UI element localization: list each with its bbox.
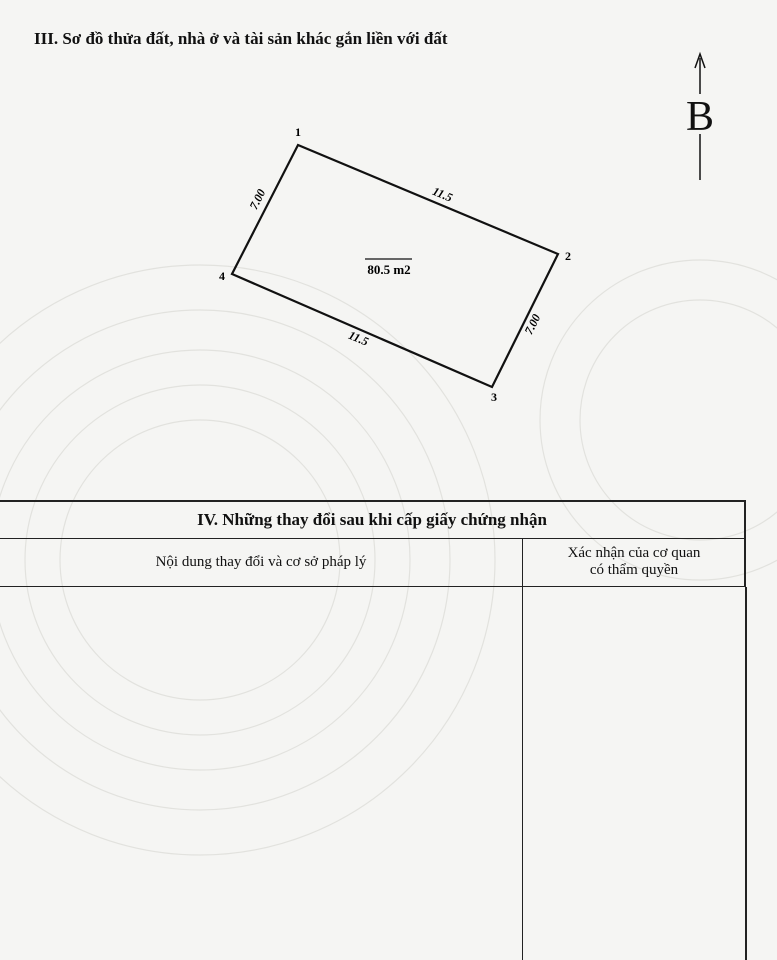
edge-length-bottom: 11.5: [346, 327, 371, 349]
edge-length-left: 7.00: [246, 186, 269, 212]
changes-table-header-row: [0, 538, 746, 587]
col-header-authority-line2: có thẩm quyền: [589, 562, 679, 578]
edge-length-top: 11.5: [430, 183, 455, 205]
edge-length-right: 7.00: [521, 311, 544, 337]
vertex-label-3: 3: [491, 390, 497, 404]
north-label: B: [685, 94, 715, 140]
col-header-change-content: Nội dung thay đổi và cơ sở pháp lý: [155, 553, 367, 570]
changes-table: [0, 500, 746, 960]
vertex-label-1: 1: [295, 125, 301, 139]
vertex-label-4: 4: [219, 269, 225, 283]
changes-table-title: IV. Những thay đổi sau khi cấp giấy chứng nhận: [0, 500, 746, 539]
vertex-label-2: 2: [565, 249, 571, 263]
col-header-authority-line1: Xác nhận của cơ quan: [567, 545, 701, 561]
section-title-parcel-diagram: III. Sơ đồ thửa đất, nhà ở và tài sản khác gắn liền với đất: [34, 29, 448, 48]
change-content-cell: [0, 587, 522, 960]
parcel-area: 80.5 m2: [367, 262, 411, 277]
col-header-authority-confirmation: [522, 538, 745, 586]
authority-confirmation-cell: [522, 587, 747, 960]
